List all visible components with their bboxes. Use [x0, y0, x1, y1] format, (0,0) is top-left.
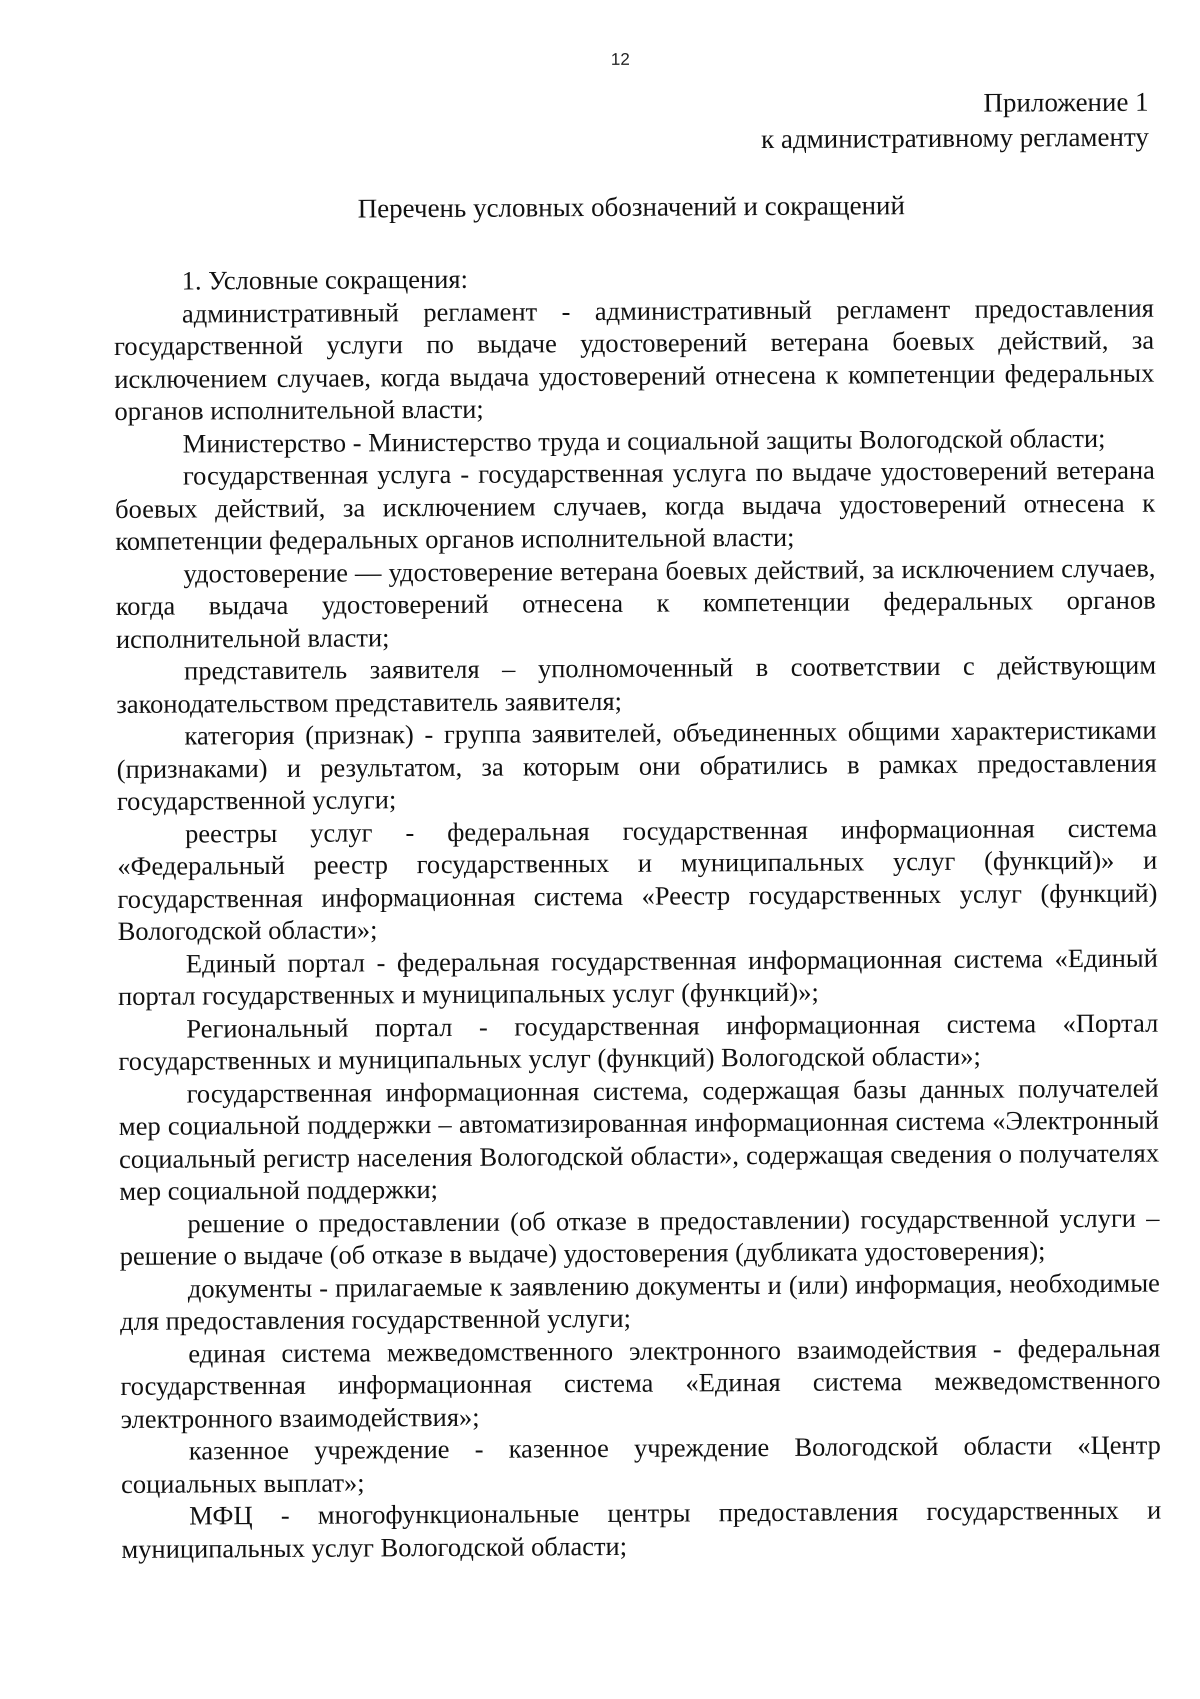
- paragraph-9: Региональный портал - государственная информационная система «Портал государственных и муниципальных услуг (функций) Вологодской области»;: [118, 1007, 1159, 1076]
- document-body: [114, 259, 1162, 1565]
- paragraph-7: реестры услуг - федеральная государственная информационная система «Федеральный реестр государственных и муниципальных услуг (функций)» и государственная информационная система «Реестр государственных услуг (функций) Вологодской области»;: [117, 812, 1158, 946]
- paragraph-13: единая система межведомственного электронного взаимодействия - федеральная государственная информационная система «Единая система межведомственного электронного взаимодействия»;: [120, 1332, 1161, 1434]
- paragraph-1: административный регламент - административный регламент предоставления государственной услуги по выдаче удостоверений ветерана боевых действий, за исключением случаев, когда выдача удостоверений отнесена к компетенции федеральных органов исполнительной власти;: [114, 292, 1155, 426]
- paragraph-8: Единый портал - федеральная государственная информационная система «Единый портал государственных и муниципальных услуг (функций)»;: [117, 942, 1158, 1011]
- document-title: Перечень условных обозначений и сокращений: [357, 190, 905, 224]
- paragraph-15: МФЦ - многофункциональные центры предоставления государственных и муниципальных услуг Вологодской области;: [121, 1494, 1162, 1564]
- section-heading: 1. Условные сокращения:: [181, 263, 468, 296]
- paragraph-10: государственная информационная система, содержащая базы данных получателей мер социальной поддержки – автоматизированная информационная система «Электронный социальный регистр населения Вологодской области», содержащая сведения о получателях мер социальной поддержки;: [118, 1072, 1160, 1206]
- paragraph-12: документы - прилагаемые к заявлению документы и (или) информация, необходимые для предоставления государственной услуги;: [119, 1267, 1160, 1336]
- paragraph-11: решение о предоставлении (об отказе в предоставлении) государственной услуги – решение о выдаче (об отказе в выдаче) удостоверения (дубликата удостоверения);: [119, 1202, 1160, 1271]
- appendix-header: [761, 85, 1149, 157]
- page-number: 12: [610, 49, 630, 69]
- appendix-line-2: к административному регламенту: [760, 121, 1149, 155]
- paragraph-4: удостоверение — удостоверение ветерана боевых действий, за исключением случаев, когда выдача удостоверений отнесена к компетенции федеральных органов исполнительной власти;: [115, 552, 1156, 654]
- paragraph-14: казенное учреждение - казенное учреждение Вологодской области «Центр социальных выплат»;: [120, 1429, 1161, 1499]
- paragraph-6: категория (признак) - группа заявителей, объединенных общими характеристиками (признаками) и результатом, за которым они обратились в рамках предоставления государственной услуги;: [116, 714, 1157, 816]
- appendix-line-1: Приложение 1: [983, 86, 1149, 118]
- paragraph-5: представитель заявителя – уполномоченный в соответствии с действующим законодательством представитель заявителя;: [116, 649, 1157, 719]
- paragraph-2: Министерство - Министерство труда и социальной защиты Вологодской области;: [182, 422, 1106, 459]
- paragraph-3: государственная услуга - государственная услуга по выдаче удостоверений ветерана боевых действий, за исключением случаев, когда выдача удостоверений отнесена к компетенции федеральных органов исполнительной власти;: [115, 454, 1156, 556]
